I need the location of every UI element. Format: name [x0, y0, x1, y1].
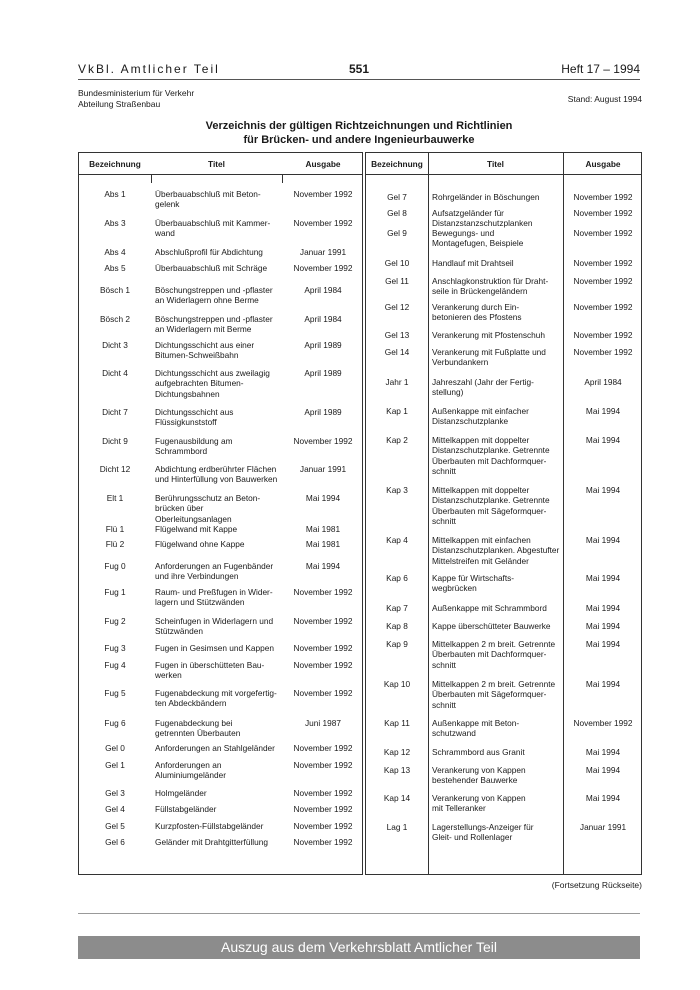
row-titel: [155, 643, 280, 653]
row-ausgabe: April 1984: [304, 285, 342, 295]
column-divider: [151, 175, 152, 183]
row-ausgabe: Mai 1981: [305, 524, 341, 534]
row-bezeichnung: Fug 6: [104, 718, 126, 728]
row-ausgabe: November 1992: [573, 302, 633, 312]
titel-line: Schrammbord aus Granit: [432, 747, 525, 757]
titel-line: Böschungstreppen und -pflaster: [155, 285, 273, 295]
titel-line: Kappe überschütteter Bauwerke: [432, 621, 551, 631]
titel-line: Dichtungsschicht aus einer: [155, 340, 255, 350]
row-bezeichnung: Bösch 1: [100, 285, 130, 295]
issue-number: Heft 17 – 1994: [561, 62, 640, 76]
titel-line: Überbauabschluß mit Beton-: [155, 189, 261, 199]
row-titel: [155, 760, 280, 781]
table-header: [366, 153, 641, 175]
continuation-note: (Fortsetzung Rückseite): [551, 880, 642, 890]
row-ausgabe: November 1992: [293, 660, 353, 670]
titel-line: Stützwänden: [155, 626, 203, 637]
titel-line: Überbauten mit Sägeformquer-: [432, 689, 547, 700]
titel-line: gelenk: [155, 199, 180, 210]
row-ausgabe: April 1984: [304, 314, 342, 324]
row-ausgabe: Mai 1994: [585, 747, 621, 757]
row-bezeichnung: Kap 10: [383, 679, 411, 689]
row-titel: [432, 276, 562, 297]
titel-line: und Hinterfüllung von Bauwerken: [155, 474, 278, 485]
row-bezeichnung: Gel 12: [384, 302, 410, 312]
titel-line: Verankerung von Kappen: [432, 793, 526, 803]
footer-rule: [78, 913, 640, 914]
titel-line: und ihre Verbindungen: [155, 571, 239, 582]
row-titel: [432, 621, 562, 631]
titel-line: stellung): [432, 387, 464, 398]
row-titel: [155, 837, 280, 847]
row-ausgabe: Mai 1994: [585, 406, 621, 416]
titel-line: Anforderungen an Stahlgeländer: [155, 743, 275, 753]
titel-line: Verankerung mit Pfostenschuh: [432, 330, 545, 340]
titel-line: Fugenabdeckung bei: [155, 718, 233, 728]
titel-line: Dichtungsschicht aus: [155, 407, 234, 417]
row-titel: [155, 660, 280, 681]
row-titel: [432, 347, 562, 368]
titel-line: Anschlagkonstruktion für Draht-: [432, 276, 549, 286]
titel-line: Böschungstreppen und -pflaster: [155, 314, 273, 324]
row-ausgabe: November 1992: [573, 347, 633, 357]
row-ausgabe: November 1992: [293, 804, 353, 814]
row-bezeichnung: Kap 7: [386, 603, 408, 613]
titel-line: Holmgeländer: [155, 788, 207, 798]
column-header-bezeichnung: Bezeichnung: [89, 159, 141, 169]
row-titel: [155, 314, 280, 335]
row-bezeichnung: Gel 7: [387, 192, 407, 202]
left-table: [78, 152, 363, 875]
row-titel: [155, 539, 280, 549]
row-bezeichnung: Kap 1: [386, 406, 408, 416]
row-ausgabe: Januar 1991: [299, 247, 347, 257]
row-titel: [155, 561, 280, 582]
journal-name: VkBl. Amtlicher Teil: [78, 62, 220, 76]
row-titel: [432, 192, 562, 202]
row-bezeichnung: Flü 1: [105, 524, 125, 534]
row-bezeichnung: Gel 6: [105, 837, 125, 847]
row-titel: [432, 377, 562, 398]
stand-date: Stand: August 1994: [567, 94, 642, 104]
titel-line: betonieren des Pfostens: [432, 312, 522, 323]
row-bezeichnung: Dicht 7: [102, 407, 128, 417]
titel-line: Bitumen-Schweißbahn: [155, 350, 239, 361]
row-ausgabe: November 1992: [573, 228, 633, 238]
titel-line: Überbauabschluß mit Kammer-: [155, 218, 271, 228]
titel-line: Gleit- und Rollenlager: [432, 832, 513, 843]
row-titel: [155, 189, 280, 210]
titel-line: Mittelstreifen mit Geländer: [432, 555, 529, 566]
row-bezeichnung: Fug 5: [104, 688, 126, 698]
row-ausgabe: November 1992: [293, 436, 353, 446]
row-titel: [155, 436, 280, 457]
row-titel: [155, 788, 280, 798]
page-header: [78, 62, 640, 78]
titel-line: schnitt: [432, 659, 456, 670]
row-bezeichnung: Kap 2: [386, 435, 408, 445]
row-bezeichnung: Kap 12: [383, 747, 411, 757]
titel-line: Rohrgeländer in Böschungen: [432, 192, 540, 202]
titel-line: Dichtungsbahnen: [155, 388, 220, 399]
row-ausgabe: Mai 1994: [585, 573, 621, 583]
row-bezeichnung: Gel 14: [384, 347, 410, 357]
titel-line: Geländer mit Drahtgitterfüllung: [155, 837, 268, 847]
row-ausgabe: November 1992: [293, 688, 353, 698]
titel-line: bestehender Bauwerke: [432, 775, 518, 786]
titel-line: schnitt: [432, 465, 456, 476]
row-bezeichnung: Fug 1: [104, 587, 126, 597]
row-titel: [155, 464, 280, 485]
title-line-1: Verzeichnis der gültigen Richtzeichnungen und Richtlinien: [205, 120, 513, 132]
row-ausgabe: Januar 1991: [579, 822, 627, 832]
titel-line: Anforderungen an Fugenbänder: [155, 561, 274, 571]
titel-line: getrennten Überbauten: [155, 728, 241, 739]
row-bezeichnung: Jahr 1: [385, 377, 409, 387]
titel-line: Verankerung mit Fußplatte und: [432, 347, 546, 357]
ministry-block: [78, 88, 194, 110]
titel-line: Mittelkappen 2 m breit. Getrennte: [432, 639, 556, 649]
row-bezeichnung: Kap 8: [386, 621, 408, 631]
row-ausgabe: November 1992: [293, 616, 353, 626]
row-titel: [432, 228, 562, 249]
row-bezeichnung: Gel 8: [387, 208, 407, 218]
row-ausgabe: April 1989: [304, 407, 342, 417]
row-ausgabe: November 1992: [573, 208, 633, 218]
row-ausgabe: Mai 1994: [585, 621, 621, 631]
titel-line: Jahreszahl (Jahr der Fertig-: [432, 377, 534, 387]
row-bezeichnung: Gel 11: [385, 276, 409, 286]
titel-line: mit Telleranker: [432, 803, 486, 814]
titel-line: Überbauten mit Sägeformquer-: [432, 505, 547, 516]
row-ausgabe: Mai 1994: [585, 639, 621, 649]
titel-line: Verankerung durch Ein-: [432, 302, 520, 312]
titel-line: seile in Brückengeländern: [432, 286, 528, 297]
row-ausgabe: Mai 1994: [585, 603, 621, 613]
titel-line: lagern und Stützwänden: [155, 597, 245, 608]
row-bezeichnung: Dicht 3: [102, 340, 128, 350]
titel-line: Distanzschutzplanke: [432, 416, 509, 427]
titel-line: an Widerlagern mit Berme: [155, 324, 252, 335]
row-bezeichnung: Kap 14: [383, 793, 411, 803]
titel-line: Fugenabdeckung mit vorgefertig-: [155, 688, 277, 698]
row-ausgabe: Mai 1981: [305, 539, 341, 549]
row-bezeichnung: Elt 1: [106, 493, 124, 503]
titel-line: Überbauten mit Dachformquer-: [432, 649, 547, 660]
titel-line: Abschlußprofil für Abdichtung: [155, 247, 263, 257]
row-ausgabe: Mai 1994: [585, 535, 621, 545]
titel-line: Flügelwand mit Kappe: [155, 524, 238, 534]
row-bezeichnung: Fug 0: [104, 561, 126, 571]
row-bezeichnung: Kap 13: [383, 765, 411, 775]
titel-line: Dichtungsschicht aus zweilagig: [155, 368, 270, 378]
row-bezeichnung: Abs 4: [104, 247, 126, 257]
row-titel: [155, 587, 280, 608]
row-titel: [155, 616, 280, 637]
row-ausgabe: April 1984: [584, 377, 622, 387]
row-bezeichnung: Dicht 9: [102, 436, 128, 446]
titel-line: Mittelkappen mit doppelter: [432, 435, 530, 445]
row-titel: [432, 302, 562, 323]
row-titel: [432, 822, 562, 843]
row-bezeichnung: Dicht 4: [102, 368, 128, 378]
row-ausgabe: Mai 1994: [585, 793, 621, 803]
row-titel: [155, 285, 280, 306]
titel-line: Raum- und Preßfugen in Wider-: [155, 587, 273, 597]
row-bezeichnung: Abs 5: [104, 263, 126, 273]
row-ausgabe: November 1992: [293, 760, 353, 770]
row-bezeichnung: Gel 3: [105, 788, 125, 798]
document-title: [78, 119, 640, 147]
row-titel: [155, 340, 280, 361]
titel-line: Mittelkappen mit einfachen: [432, 535, 531, 545]
titel-line: an Widerlagern ohne Berme: [155, 295, 259, 306]
titel-line: Berührungsschutz an Beton-: [155, 493, 261, 503]
footer-banner: Auszug aus dem Verkehrsblatt Amtlicher Teil: [78, 936, 640, 959]
row-titel: [432, 765, 562, 786]
titel-line: werken: [155, 670, 182, 681]
row-bezeichnung: Abs 1: [104, 189, 126, 199]
row-ausgabe: November 1992: [293, 837, 353, 847]
row-bezeichnung: Gel 13: [384, 330, 410, 340]
row-bezeichnung: Fug 4: [104, 660, 126, 670]
row-ausgabe: April 1989: [304, 340, 342, 350]
row-bezeichnung: Gel 9: [387, 228, 407, 238]
header-rule: [78, 79, 640, 80]
row-titel: [432, 639, 562, 670]
page-number: 551: [348, 62, 370, 76]
row-ausgabe: Mai 1994: [585, 435, 621, 445]
right-table: [365, 152, 642, 875]
row-ausgabe: Januar 1991: [299, 464, 347, 474]
row-titel: [432, 485, 562, 526]
row-titel: [432, 793, 562, 814]
column-header-titel: Titel: [208, 159, 225, 169]
titel-line: Anforderungen an: [155, 760, 222, 770]
row-titel: [432, 406, 562, 427]
titel-line: Mittelkappen 2 m breit. Getrennte: [432, 679, 556, 689]
row-ausgabe: Mai 1994: [585, 765, 621, 775]
titel-line: Überbauabschluß mit Schräge: [155, 263, 268, 273]
row-titel: [432, 208, 562, 229]
titel-line: Fugen in überschütteten Bau-: [155, 660, 265, 670]
titel-line: Distanzschutzplanke. Getrennte: [432, 495, 550, 506]
row-bezeichnung: Fug 2: [104, 616, 126, 626]
row-bezeichnung: Kap 11: [384, 718, 410, 728]
row-bezeichnung: Gel 5: [105, 821, 125, 831]
titel-line: Kurzpfosten-Füllstabgeländer: [155, 821, 264, 831]
row-bezeichnung: Gel 10: [384, 258, 410, 268]
row-ausgabe: November 1992: [293, 263, 353, 273]
row-ausgabe: Mai 1994: [585, 679, 621, 689]
row-titel: [432, 330, 562, 340]
column-divider: [428, 153, 429, 874]
table-header: [79, 153, 362, 175]
titel-line: brücken über Oberleitungsanlagen: [155, 503, 232, 524]
row-titel: [432, 679, 562, 710]
row-ausgabe: November 1992: [293, 643, 353, 653]
row-titel: [155, 407, 280, 428]
titel-line: Kappe für Wirtschafts-: [432, 573, 515, 583]
titel-line: Außenkappe mit Beton-: [432, 718, 520, 728]
row-bezeichnung: Lag 1: [386, 822, 408, 832]
row-bezeichnung: Bösch 2: [100, 314, 130, 324]
titel-line: Distanzschutzplanke. Getrennte: [432, 445, 550, 456]
row-titel: [155, 821, 280, 831]
row-ausgabe: November 1992: [573, 192, 633, 202]
row-titel: [432, 258, 562, 268]
column-divider: [282, 175, 283, 183]
row-titel: [155, 263, 280, 273]
column-header-titel: Titel: [487, 159, 504, 169]
titel-line: wegbrücken: [432, 583, 477, 594]
row-titel: [432, 747, 562, 757]
row-bezeichnung: Fug 3: [104, 643, 126, 653]
ministry-name: Bundesministerium für Verkehr: [78, 88, 195, 98]
titel-line: Mittelkappen mit doppelter: [432, 485, 530, 495]
titel-line: Schrammbord: [155, 446, 208, 457]
row-titel: [432, 603, 562, 613]
titel-line: Bewegungs- und: [432, 228, 495, 238]
ministry-department: Abteilung Straßenbau: [78, 99, 161, 109]
row-ausgabe: November 1992: [293, 587, 353, 597]
row-ausgabe: November 1992: [293, 788, 353, 798]
row-titel: [432, 535, 562, 566]
row-ausgabe: November 1992: [293, 743, 353, 753]
row-ausgabe: November 1992: [573, 276, 633, 286]
row-bezeichnung: Kap 4: [386, 535, 408, 545]
column-header-bezeichnung: Bezeichnung: [371, 159, 423, 169]
row-ausgabe: Mai 1994: [305, 493, 341, 503]
row-bezeichnung: Gel 0: [105, 743, 125, 753]
titel-line: Handlauf mit Drahtseil: [432, 258, 514, 268]
row-ausgabe: November 1992: [573, 718, 633, 728]
row-ausgabe: Juni 1987: [305, 718, 341, 728]
row-bezeichnung: Kap 9: [386, 639, 408, 649]
column-header-ausgabe: Ausgabe: [305, 159, 341, 169]
row-titel: [155, 804, 280, 814]
titel-line: Verankerung von Kappen: [432, 765, 526, 775]
titel-line: Lagerstellungs-Anzeiger für: [432, 822, 534, 832]
titel-line: Flügelwand ohne Kappe: [155, 539, 245, 549]
row-bezeichnung: Gel 1: [105, 760, 125, 770]
titel-line: Distanzstanzschutzplanken: [432, 218, 533, 229]
row-bezeichnung: Dicht 12: [99, 464, 131, 474]
row-ausgabe: November 1992: [293, 189, 353, 199]
row-titel: [155, 688, 280, 709]
row-titel: [155, 218, 280, 239]
row-ausgabe: November 1992: [293, 218, 353, 228]
titel-line: Fugenausbildung am: [155, 436, 233, 446]
titel-line: Außenkappe mit Schrammbord: [432, 603, 547, 613]
titel-line: Distanzschutzplanken. Abgestufter: [432, 545, 560, 556]
titel-line: Abdichtung erdberührter Flächen: [155, 464, 277, 474]
titel-line: Verbundankern: [432, 357, 489, 368]
row-bezeichnung: Flü 2: [105, 539, 125, 549]
row-ausgabe: Mai 1994: [305, 561, 341, 571]
row-bezeichnung: Abs 3: [104, 218, 126, 228]
titel-line: wand: [155, 228, 175, 239]
row-titel: [432, 435, 562, 476]
titel-line: Überbauten mit Dachformquer-: [432, 455, 547, 466]
titel-line: aufgebrachten Bitumen-: [155, 378, 244, 389]
row-ausgabe: November 1992: [573, 330, 633, 340]
titel-line: Fugen in Gesimsen und Kappen: [155, 643, 275, 653]
titel-line: Außenkappe mit einfacher: [432, 406, 529, 416]
titel-line: Aufsatzgeländer für: [432, 208, 504, 218]
column-header-ausgabe: Ausgabe: [585, 159, 621, 169]
titel-line: schutzwand: [432, 728, 476, 739]
row-titel: [432, 718, 562, 739]
row-titel: [155, 247, 280, 257]
titel-line: ten Abdeckbändern: [155, 698, 227, 709]
row-ausgabe: Mai 1994: [585, 485, 621, 495]
titel-line: schnitt: [432, 699, 456, 710]
row-ausgabe: April 1989: [304, 368, 342, 378]
titel-line: schnitt: [432, 515, 456, 526]
titel-line: Flüssigkunststoff: [155, 417, 217, 428]
row-titel: [155, 743, 280, 753]
row-bezeichnung: Kap 6: [386, 573, 408, 583]
row-titel: [432, 573, 562, 594]
titel-line: Montagefugen, Beispiele: [432, 238, 524, 249]
row-bezeichnung: Kap 3: [386, 485, 408, 495]
titel-line: Scheinfugen in Widerlagern und: [155, 616, 274, 626]
row-ausgabe: November 1992: [573, 258, 633, 268]
row-titel: [155, 718, 280, 739]
row-titel: [155, 368, 280, 399]
row-titel: [155, 524, 280, 534]
titel-line: Aluminiumgeländer: [155, 770, 227, 781]
row-titel: [155, 493, 280, 524]
title-line-2: für Brücken- und andere Ingenieurbauwerke: [243, 134, 475, 146]
row-bezeichnung: Gel 4: [105, 804, 125, 814]
titel-line: Füllstabgeländer: [155, 804, 217, 814]
row-ausgabe: November 1992: [293, 821, 353, 831]
